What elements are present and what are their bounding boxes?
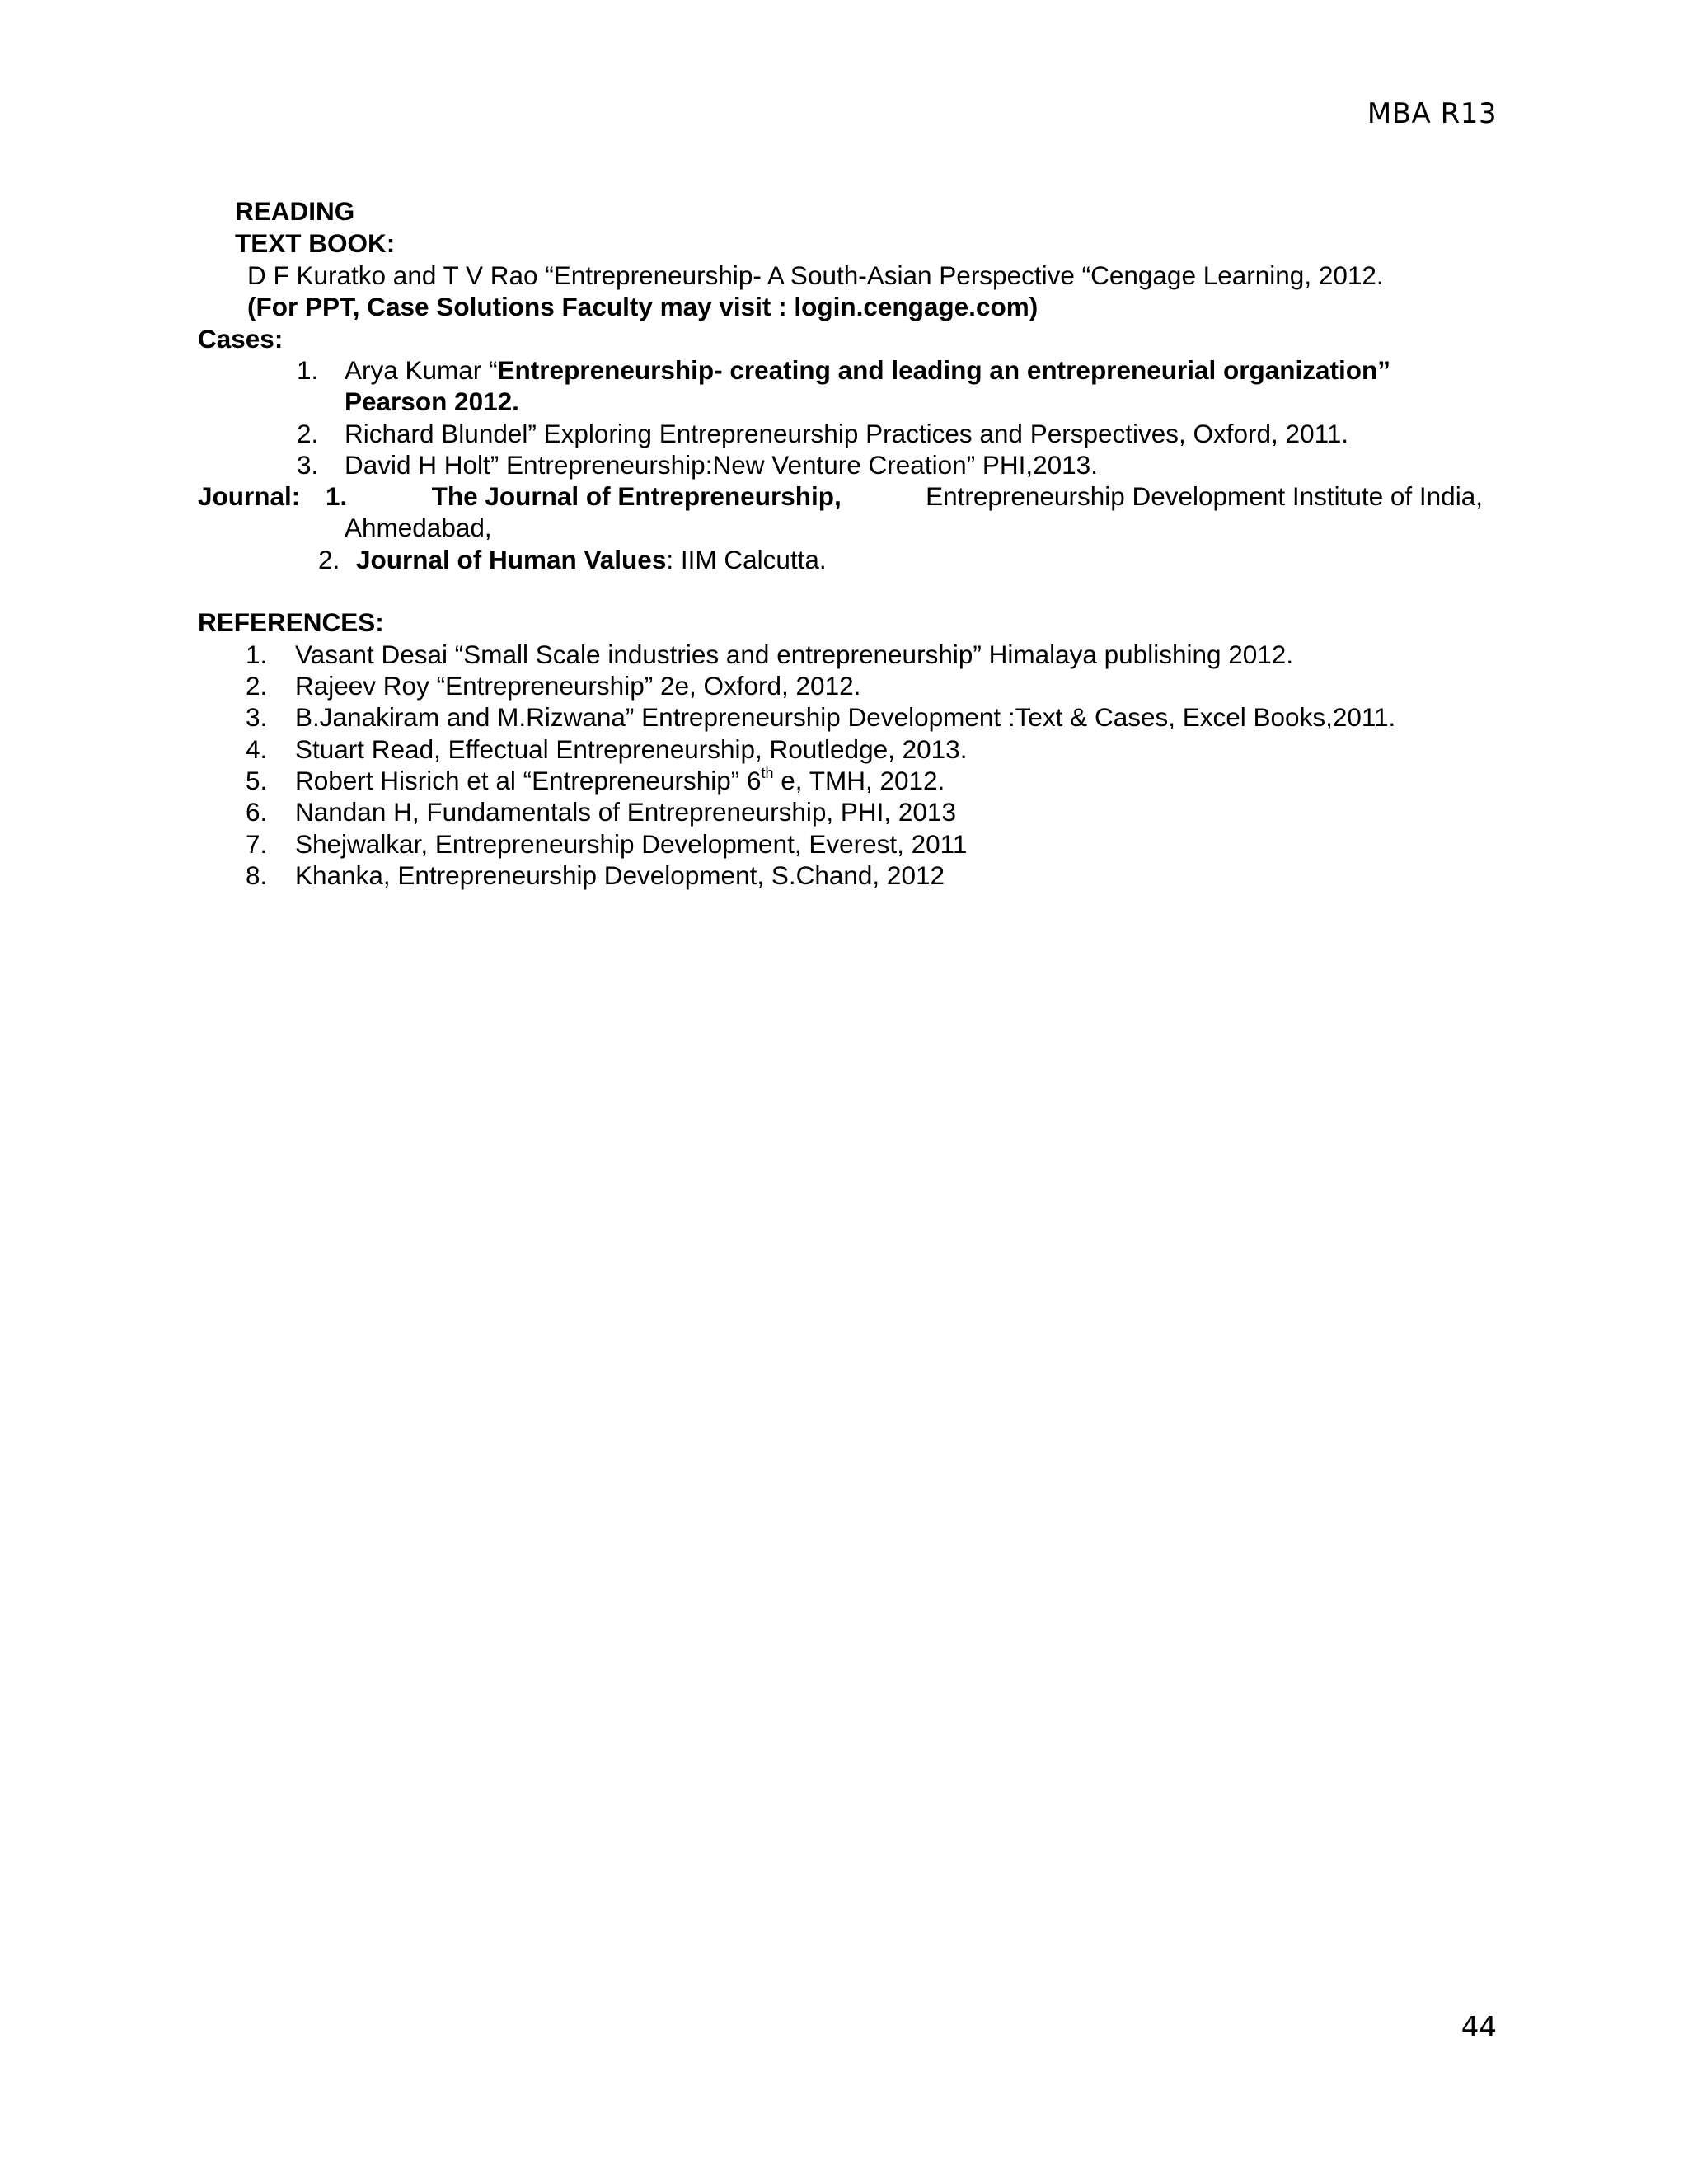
case-author: Arya Kumar “Entrepreneurship- creating and leading an entrepreneurial organization” xyxy=(345,355,1390,385)
textbook-entry: D F Kuratko and T V Rao “Entrepreneurship- A South-Asian Perspective “Cengage Learning, 2012. xyxy=(247,260,1384,290)
header-mark: MBA R13 xyxy=(1367,97,1497,130)
superscript-th: th xyxy=(761,765,774,781)
case-number: 1. xyxy=(297,355,319,385)
reference-text: Rajeev Roy “Entrepreneurship” 2e, Oxford, 2012. xyxy=(295,671,861,701)
journal-label: Journal: xyxy=(198,481,301,511)
journal-publisher: : IIM Calcutta. xyxy=(666,545,827,574)
reference-number: 4. xyxy=(246,734,268,764)
reference-number: 5. xyxy=(246,766,268,795)
case-text: Richard Blundel” Exploring Entrepreneurship Practices and Perspectives, Oxford, 2011. xyxy=(345,419,1349,448)
reference-text: Nandan H, Fundamentals of Entrepreneurship, PHI, 2013 xyxy=(295,797,956,827)
faculty-note: (For PPT, Case Solutions Faculty may visit : login.cengage.com) xyxy=(247,292,1039,321)
reference-number: 8. xyxy=(246,860,268,890)
case-text: David H Holt” Entrepreneurship:New Venture Creation” PHI,2013. xyxy=(345,450,1098,480)
reference-number: 6. xyxy=(246,797,268,827)
journal-title: The Journal of Entrepreneurship, xyxy=(431,481,842,511)
reference-number: 2. xyxy=(246,671,268,701)
textbook-heading: TEXT BOOK: xyxy=(235,228,396,258)
case-title-continuation: Pearson 2012. xyxy=(345,387,519,416)
journal-line-1 xyxy=(326,480,1483,512)
reference-text: Robert Hisrich et al “Entrepreneurship” 6th e, TMH, 2012. xyxy=(295,765,945,795)
case-text-line-1 xyxy=(345,354,1483,386)
cases-heading: Cases: xyxy=(198,324,284,354)
journal-continuation: Ahmedabad, xyxy=(345,513,492,542)
reference-text: B.Janakiram and M.Rizwana” Entrepreneurship Development :Text & Cases, Excel Books,2011. xyxy=(295,702,1396,732)
reference-number: 3. xyxy=(246,702,268,732)
references-heading: REFERENCES: xyxy=(198,607,384,637)
journal-text xyxy=(356,544,827,575)
reference-number: 7. xyxy=(246,829,268,859)
reference-text: Stuart Read, Effectual Entrepreneurship, Routledge, 2013. xyxy=(295,734,968,764)
reference-text: Vasant Desai “Small Scale industries and entrepreneurship” Himalaya publishing 2012. xyxy=(295,640,1294,669)
journal-number: 2. xyxy=(318,545,340,574)
reading-heading: READING xyxy=(235,196,355,226)
journal-number: 1. xyxy=(326,481,348,511)
journal-title: Journal of Human Values xyxy=(356,545,667,574)
reference-number: 1. xyxy=(246,640,268,669)
reference-text: Khanka, Entrepreneurship Development, S.Chand, 2012 xyxy=(295,860,945,890)
journal-publisher: Entrepreneurship Development Institute of India, xyxy=(926,481,1483,511)
case-number: 3. xyxy=(297,450,319,480)
case-number: 2. xyxy=(297,419,319,448)
reference-text: Shejwalkar, Entrepreneurship Development, Everest, 2011 xyxy=(295,829,968,859)
page-number: 44 xyxy=(1461,2011,1497,2044)
